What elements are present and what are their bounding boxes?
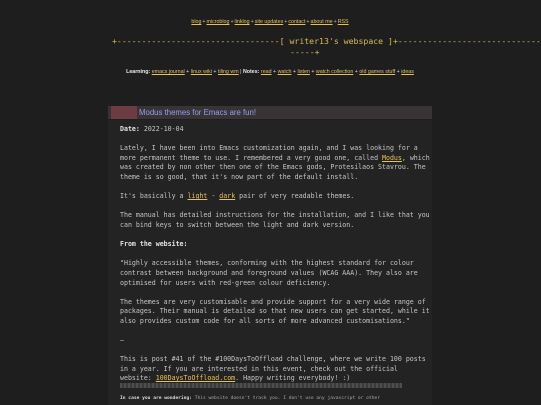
- nav-blog-link[interactable]: blog: [191, 19, 202, 25]
- quote-paragraph-2: The themes are very customisable and provide support for a very wide range of packages. Their manual is detailed so that new users can get started, while it also provides custom code for all sorts of more advanced customisations.": [120, 297, 430, 325]
- nav-site-updates-link[interactable]: site updates: [254, 19, 284, 25]
- post-title-bar: [108, 106, 432, 119]
- learning-divider: |: [240, 69, 242, 75]
- paragraph-text: pair of very readable themes.: [235, 192, 355, 201]
- from-website-heading: From the website:: [120, 240, 188, 249]
- nav-about-me-link[interactable]: about me: [310, 19, 333, 25]
- site-banner-tail: -----+: [290, 47, 320, 57]
- learning-linux-wiki-link[interactable]: linux wiki: [190, 69, 212, 75]
- nav-linklog-link[interactable]: linklog: [234, 19, 250, 25]
- dash-divider: —: [120, 336, 124, 345]
- notes-watch-collection-link[interactable]: watch collection: [315, 69, 354, 75]
- paragraph-challenge: [120, 355, 430, 384]
- post-date: 2022-10-04: [143, 125, 184, 133]
- post-date-line: [120, 125, 430, 135]
- footnote-text: This website doesn't track you. I don't use any javascript or other: [191, 396, 380, 401]
- paragraph-pair: [120, 192, 430, 202]
- nav-separator: +: [333, 19, 337, 25]
- learning-emacs-journal-link[interactable]: emacs journal: [151, 69, 185, 75]
- date-label: Date:: [120, 125, 140, 133]
- notes-label: Notes:: [242, 69, 260, 75]
- learning-notes-bar: Learning: emacs journal + linux wiki + tiling wm | Notes: read + watch + listen + watch collection + old games stuff + ideas: [126, 69, 414, 75]
- 100days-link[interactable]: 100DaysToOffload.com: [155, 374, 236, 383]
- site-banner: +---------------------------------[ writer13's webspace ]+-----------------------------: [112, 36, 541, 46]
- quote-paragraph-1: "Highly accessible themes, conforming with the highest standard for colour contrast between background and foreground values (WCAG AAA). They also are optimised for users with red-green colour deficiency.: [120, 259, 418, 287]
- tracking-footnote: [120, 396, 430, 401]
- footnote-label: In case you are wondering:: [120, 396, 192, 401]
- nav-separator: +: [284, 19, 288, 25]
- post-title: Modus themes for Emacs are fun!: [139, 108, 257, 117]
- paragraph-text: , which was created by non other then one of the Emacs gods, Protesilaos Stavrou. The theme is so good, that it's now part of the default install.: [120, 153, 430, 181]
- learning-tiling-wm-link[interactable]: tiling wm: [218, 69, 239, 75]
- notes-old-games-link[interactable]: old games stuff: [359, 69, 396, 75]
- nav-contact-link[interactable]: contact: [288, 19, 306, 25]
- notes-listen-link[interactable]: listen: [297, 69, 310, 75]
- nav-separator: +: [230, 19, 234, 25]
- paragraph-intro: [120, 144, 430, 182]
- notes-read-link[interactable]: read: [260, 69, 272, 75]
- nav-microblog-link[interactable]: microblog: [206, 19, 230, 25]
- modus-link[interactable]: Modus: [382, 153, 402, 162]
- paragraph-text: It's basically a: [120, 192, 188, 201]
- paragraph-manual: The manual has detailed instructions for the installation, and I like that you can bind keys to switch between the light and dark version.: [120, 211, 430, 229]
- notes-watch-link[interactable]: watch: [277, 69, 292, 75]
- light-link[interactable]: light: [187, 192, 208, 201]
- nav-separator: +: [306, 19, 310, 25]
- notes-ideas-link[interactable]: ideas: [401, 69, 414, 75]
- paragraph-text: Lately, I have been into Emacs customization again, and I was looking for a more permanent theme to use. I remembered a very good one, called: [120, 144, 418, 162]
- nav-separator: +: [202, 19, 206, 25]
- horizontal-scrollbar[interactable]: [120, 383, 402, 388]
- nav-separator: +: [250, 19, 254, 25]
- post-content: [120, 125, 430, 394]
- paragraph-text: -: [207, 192, 220, 201]
- title-accent-block: [111, 106, 137, 119]
- paragraph-text: This is post #41 of the #100DaysToOffload challenge, where we write 100 posts in a year. If you are interested in this event, check out the official website:: [120, 355, 426, 383]
- paragraph-text: . Happy writing everybody! :): [235, 374, 351, 383]
- dark-link[interactable]: dark: [219, 192, 236, 201]
- nav-rss-link[interactable]: RSS: [337, 19, 349, 25]
- learning-label: Learning:: [126, 69, 151, 75]
- top-nav: [0, 19, 540, 25]
